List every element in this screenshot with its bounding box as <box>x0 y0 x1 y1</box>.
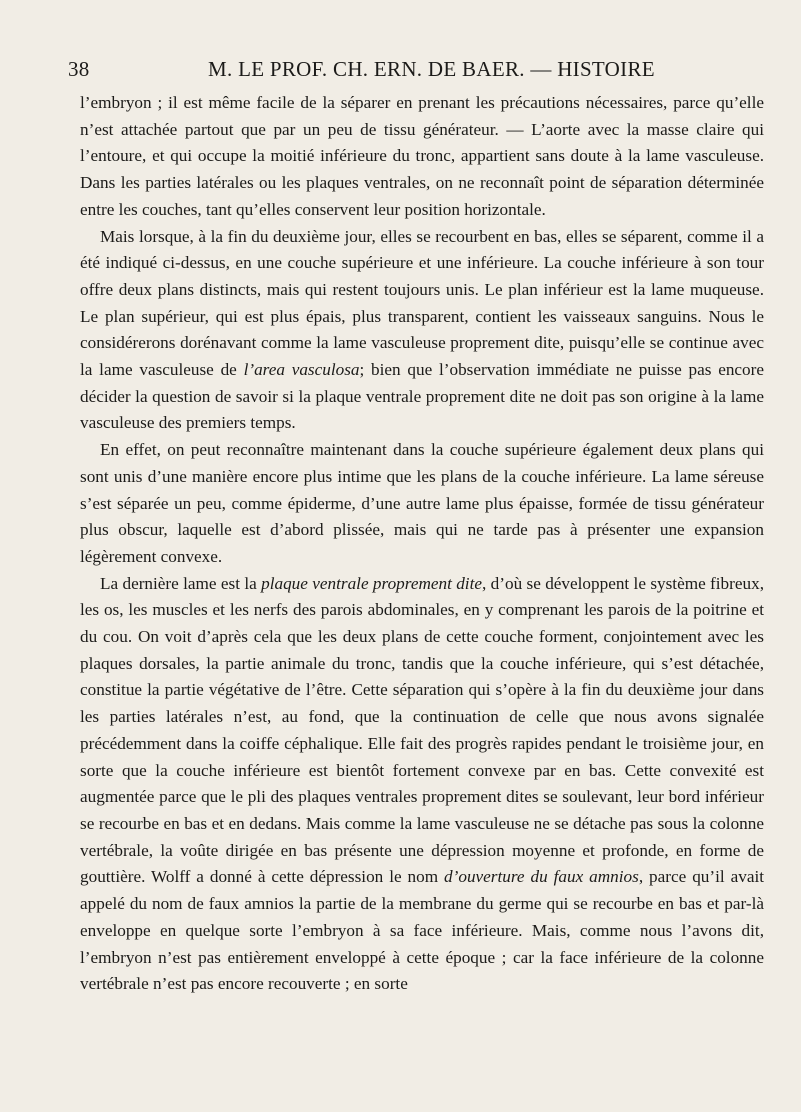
paragraph <box>80 224 764 438</box>
paragraph-text: ; bien que l’observation immédiate ne puisse pas encore décider la question de savoir si la plaque ventrale proprement dite ne doit pas son origine à la lame vasculeuse des premiers temps. <box>80 360 764 433</box>
paragraph-text: , parce qu’il avait appelé du nom de faux amnios la partie de la membrane du germe qui se recourbe en bas et par-là enveloppe en quelque sorte l’embryon à sa face inférieure. Mais, comme nous l’avons dit, l’embryon n’est pas entièrement enveloppé à cette époque ; car la face inférieure de la colonne vertébrale n’est pas encore recouverte ; en sorte <box>80 867 764 994</box>
paragraph-text: l’embryon ; il est même facile de la séparer en prenant les précautions nécessaires, parce qu’elle n’est attachée partout que par un peu de tissu générateur. — L’aorte avec la masse claire qui l’entoure, et qui occupe la moitié inférieure du tronc, appartient sans doute à la lame vasculeuse. Dans les parties latérales ou les plaques ventrales, on ne reconnaît point de séparation déterminée entre les couches, tant qu’elles conservent leur position horizontale. <box>80 93 764 219</box>
body-text <box>80 90 764 998</box>
paragraph-text: En effet, on peut reconnaître maintenant dans la couche supérieure également deux plans qui sont unis d’une manière encore plus intime que les plans de la couche inférieure. La lame séreuse s’est séparée un peu, comme épiderme, d’une autre lame plus épaisse, formée de tissu générateur plus obscur, laquelle est d’abord plissée, mais qui ne tarde pas à présenter une expansion légèrement convexe. <box>80 440 764 566</box>
italic-term: d’ouverture du faux amnios <box>444 867 639 887</box>
paragraph-text: La dernière lame est la <box>100 573 262 593</box>
paragraph-text: , d’où se développent le système fibreux, les os, les muscles et les nerfs des parois abdominales, en y comprenant les parois de la poitrine et du cou. On voit d’après cela que les deux plans de cette couche forment, conjointement avec les plaques dorsales, la partie animale du tronc, tandis que la couche inférieure, qui s’est détachée, constitue la partie végétative de l’être. Cette séparation qui s’opère à la fin du deuxième jour dans les parties latérales n’est, au fond, que la continuation de celle que nous avons signalée précédemment dans la coiffe céphalique. Elle fait des progrès rapides pendant le troisième jour, en sorte que la couche inférieure est bientôt fortement convexe par en bas. Cette convexité est augmentée parce que le pli des plaques ventrales proprement dites se soulevant, leur bord inférieur se recourbe en bas et en dedans. Mais comme la lame vasculeuse ne se détache pas sous la colonne vertébrale, la voûte dirigée en bas présente une dépression moyenne et profonde, en forme de gouttière. Wolff a donné à cette dépression le nom <box>80 573 764 887</box>
running-head <box>68 57 758 91</box>
paragraph-text: Mais lorsque, à la fin du deuxième jour, elles se recourbent en bas, elles se séparent, comme il a été indiqué ci-dessus, en une couche supérieure et une inférieure. La couche inférieure à son tour offre deux plans distincts, mais qui restent toujours unis. Le plan inférieur est la lame muqueuse. Le plan supérieur, qui est plus épais, plus transparent, contient les vaisseaux sanguins. Nous le considérerons dorénavant comme la lame vasculeuse proprement dite, puisqu’elle se continue avec la lame vasculeuse de <box>80 226 764 380</box>
paragraph <box>80 90 764 224</box>
running-title: M. LE PROF. CH. ERN. DE BAER. — HISTOIRE <box>208 57 655 81</box>
page-number: 38 <box>68 57 90 81</box>
paragraph <box>80 437 764 571</box>
italic-term: plaque ventrale proprement dite <box>261 573 482 593</box>
italic-term: l’area vasculosa <box>243 360 360 380</box>
paragraph <box>80 571 764 998</box>
